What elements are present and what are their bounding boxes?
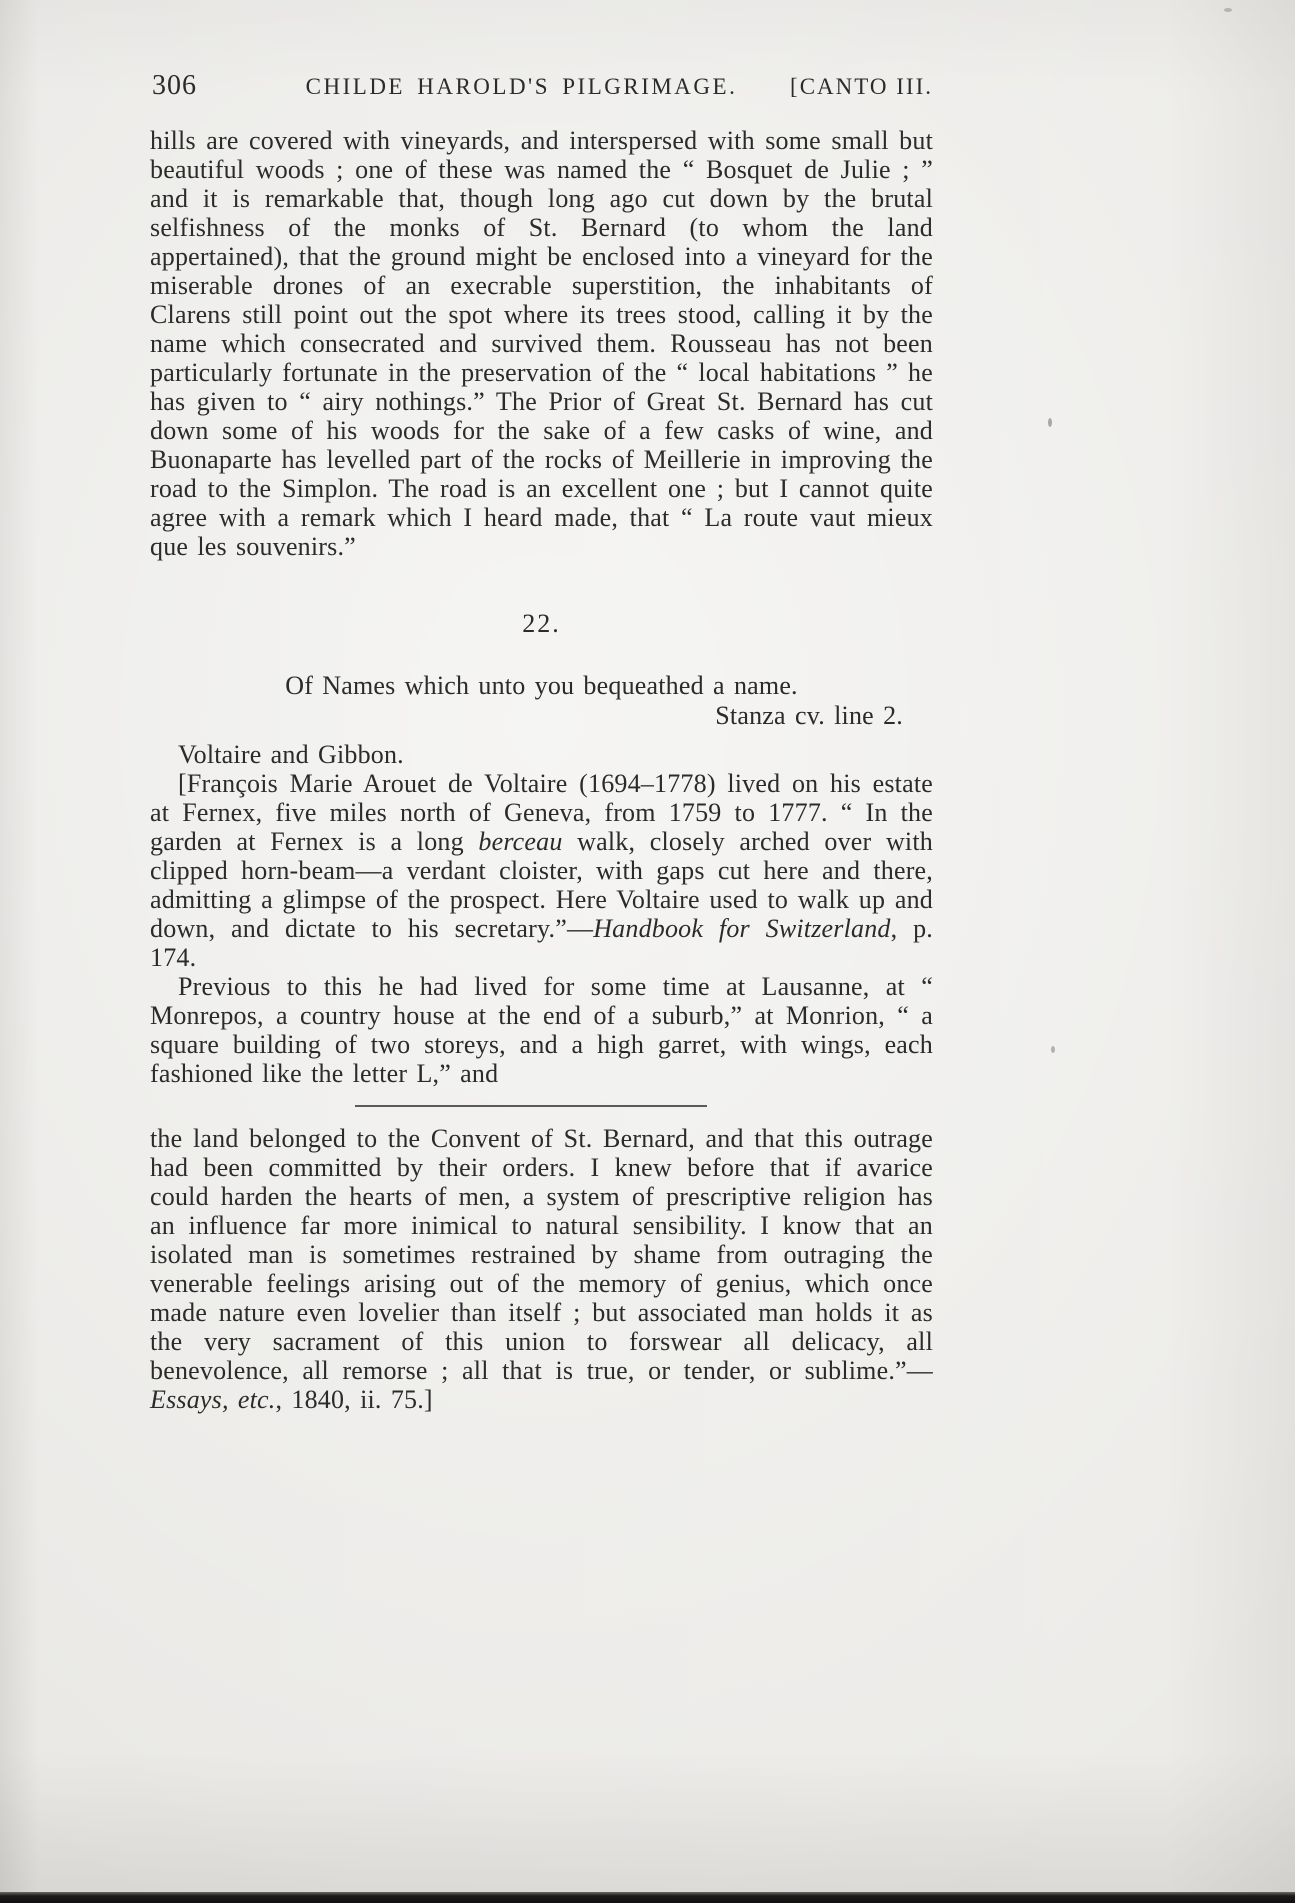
stanza-attribution: Stanza cv. line 2. bbox=[715, 701, 903, 730]
voltaire-paragraph: [François Marie Arouet de Voltaire (1694–1778) lived on his estate at Fernex, five miles north of Geneva, from 1759 to 1777. “ In the garden at Fernex is a long berceau walk, closely arched over with clipped horn-beam—a verdant cloister, with gaps cut here and there, admitting a glimpse of the prospect. Here Voltaire used to walk up and down, and dictate to his secretary.”—Handbook for Switzerland, p. 174. bbox=[150, 769, 933, 972]
scan-speck bbox=[1048, 418, 1052, 427]
continuation-paragraph: hills are covered with vineyards, and interspersed with some small but beautiful woods ; one of these was named the “ Bosquet de Julie ; ” and it is remarkable that, though long ago cut down by the brutal selfishness of the monks of St. Bernard (to whom the land appertained), that the ground might be enclosed into a vineyard for the miserable drones of an execrable superstition, the inhabitants of Clarens still point out the spot where its trees stood, calling it by the name which consecrated and survived them. Rousseau has not been particularly fortunate in the preservation of the “ local habitations ” he has given to “ airy nothings.” The Prior of Great St. Bernard has cut down some of his woods for the sake of a few casks of wine, and Buonaparte has levelled part of the rocks of Meillerie in improving the road to the Simplon. The road is an excellent one ; but I cannot quite agree with a remark which I heard made, that “ La route vaut mieux que les souvenirs.” bbox=[150, 126, 933, 561]
stanza-quote-line: Of Names which unto you bequeathed a name. bbox=[285, 671, 798, 700]
scan-speck bbox=[1051, 1046, 1055, 1053]
previous-residence-paragraph: Previous to this he had lived for some time at Lausanne, at “ Monrepos, a country house at the end of a suburb,” at Monrion, “ a square building of two storeys, and a high garret, with wings, each fashioned like the letter L,” and bbox=[150, 972, 933, 1088]
section-heading-number: 22. bbox=[522, 609, 561, 638]
main-text-column bbox=[150, 126, 933, 1414]
page-header bbox=[150, 70, 933, 104]
bottom-scan-edge bbox=[0, 1892, 1295, 1903]
running-title: CHILDE HAROLD'S PILGRIMAGE. bbox=[305, 74, 738, 99]
footnote-separator bbox=[355, 1105, 707, 1107]
note-intro-line: Voltaire and Gibbon. bbox=[178, 740, 404, 769]
footnote-paragraph: the land belonged to the Convent of St. Bernard, and that this outrage had been committed by their orders. I knew before that if avarice could harden the hearts of men, a system of prescriptive religion has an influence far more inimical to natural sensibility. I know that an isolated man is sometimes restrained by shame from outraging the venerable feelings arising out of the memory of genius, which once made nature even lovelier than itself ; but associated man holds it as the very sacrament of this union to forswear all delicacy, all benevolence, all remorse ; all that is true, or tender, or sublime.”—Essays, etc., 1840, ii. 75.] bbox=[150, 1124, 933, 1414]
scan-speck bbox=[1224, 8, 1232, 12]
page-number: 306 bbox=[152, 70, 197, 101]
canto-label: [CANTO III. bbox=[790, 74, 933, 99]
